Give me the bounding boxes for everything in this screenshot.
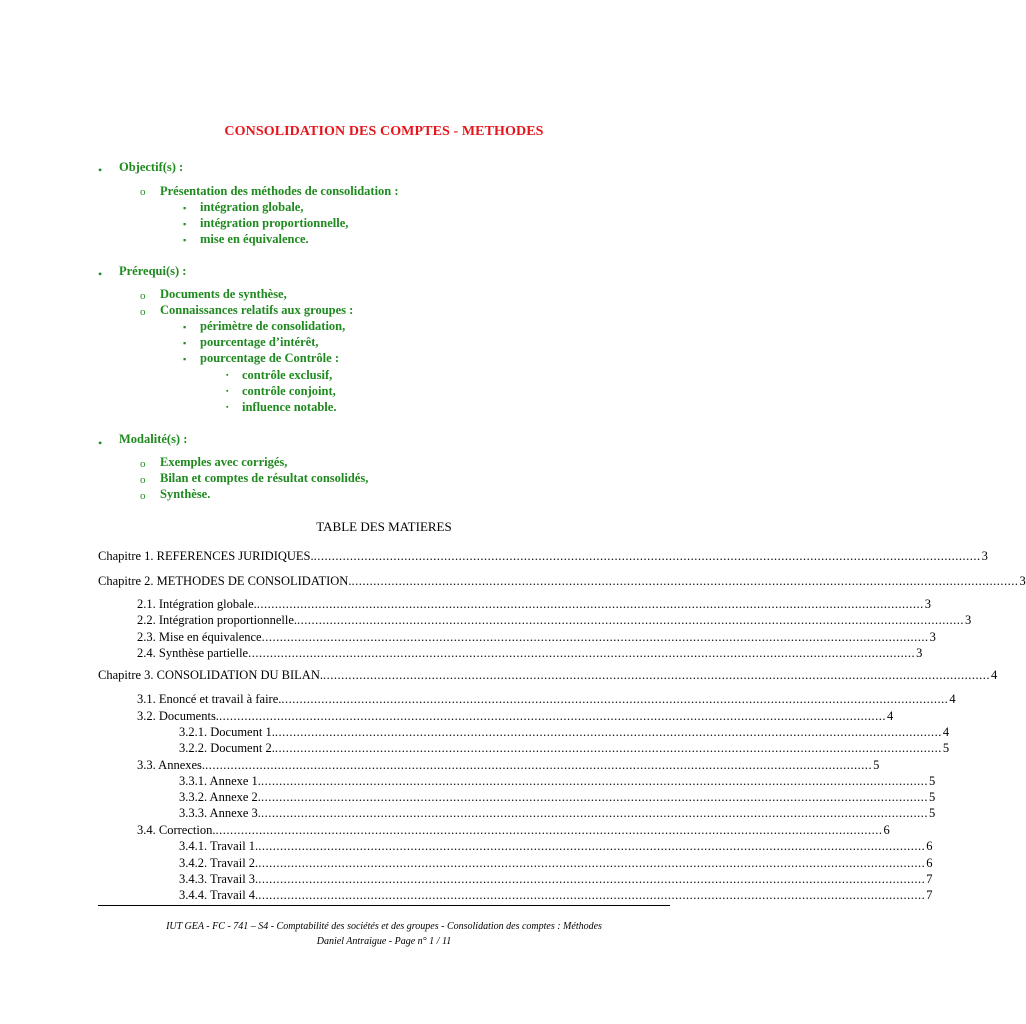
toc-entry-label: 3.4.3. Travail 3. (179, 872, 259, 886)
toc-title: TABLE DES MATIERES (316, 519, 452, 534)
toc-leader: ........................................................................................................................................................................................ (258, 872, 926, 886)
toc-entry[interactable] (179, 741, 950, 756)
toc-entry[interactable] (98, 668, 998, 683)
circle-bullet-icon: o (140, 186, 146, 198)
toc-leader: ........................................................................................................................................................................................ (322, 668, 990, 682)
toc-leader: ........................................................................................................................................................................................ (258, 888, 926, 902)
toc-entry[interactable] (137, 646, 923, 661)
toc-entry-label: 3.3.3. Annexe 3. (179, 806, 261, 820)
small-square-bullet-icon: ▪ (226, 387, 229, 395)
modalites-heading: Modalité(s) : (119, 432, 188, 446)
prerequis-subitem: pourcentage de Contrôle : (200, 351, 339, 365)
toc-leader: ........................................................................................................................................................................................ (205, 758, 873, 772)
toc-entry[interactable] (137, 613, 972, 628)
toc-entry[interactable] (179, 839, 933, 854)
toc-entry-page: 5 (928, 806, 936, 820)
toc-entry-page: 4 (949, 692, 956, 706)
toc-leader: ........................................................................................................................................................................................ (351, 574, 1019, 588)
toc-entry-label: 2.1. Intégration globale. (137, 597, 257, 611)
toc-entry-page: 7 (926, 888, 933, 902)
objectifs-subitem: intégration proportionnelle, (200, 216, 349, 230)
prerequis-subitem: pourcentage d’intérêt, (200, 335, 319, 349)
square-bullet-icon: ▪ (183, 354, 187, 364)
toc-entry-label: 2.2. Intégration proportionnelle. (137, 613, 298, 627)
toc-entry-page: 4 (990, 668, 998, 682)
toc-entry[interactable] (179, 725, 950, 740)
toc-entry-label: 3.2.1. Document 1. (179, 725, 275, 739)
prerequis-item: Connaissances relatifs aux groupes : (160, 303, 354, 317)
toc-entry-label: 3.3.1. Annexe 1. (179, 774, 261, 788)
modalites-item: Bilan et comptes de résultat consolidés, (160, 471, 369, 485)
toc-entry-label: 3.3.2. Annexe 2. (179, 790, 261, 804)
toc-entry[interactable] (179, 790, 936, 805)
toc-entry-page: 3 (965, 613, 972, 627)
circle-bullet-icon: o (140, 458, 146, 470)
toc-entry-label: 3.4.2. Travail 2. (179, 856, 259, 870)
toc-entry-label: 3.2. Documents. (137, 709, 219, 723)
toc-entry-page: 3 (1019, 574, 1026, 588)
bullet-icon: • (98, 436, 103, 450)
objectifs-item: Présentation des méthodes de consolidation : (160, 184, 399, 198)
toc-entry-page: 6 (926, 839, 933, 853)
toc-entry[interactable] (98, 574, 1026, 589)
toc-entry-page: 6 (926, 856, 933, 870)
toc-entry-page: 3 (981, 549, 988, 563)
toc-entry-page: 4 (942, 725, 950, 739)
toc-leader: ........................................................................................................................................................................................ (260, 774, 928, 788)
circle-bullet-icon: o (140, 290, 146, 302)
toc-entry-label: 3.4.1. Travail 1. (179, 839, 259, 853)
toc-entry-page: 3 (929, 630, 936, 644)
toc-leader: ........................................................................................................................................................................................ (274, 725, 942, 739)
toc-leader: ........................................................................................................................................................................................ (256, 597, 924, 611)
toc-entry[interactable] (137, 758, 880, 773)
toc-entry-label: 3.2.2. Document 2. (179, 741, 275, 755)
toc-entry-page: 7 (926, 872, 933, 886)
objectifs-subitem: mise en équivalence. (200, 232, 309, 246)
square-bullet-icon: ▪ (183, 203, 187, 213)
toc-entry-page: 6 (883, 823, 890, 837)
document-title: CONSOLIDATION DES COMPTES - METHODES (224, 124, 544, 139)
toc-leader: ........................................................................................................................................................................................ (248, 646, 916, 660)
toc-leader: ........................................................................................................................................................................................ (274, 741, 942, 755)
bullet-icon: • (98, 267, 103, 281)
circle-bullet-icon: o (140, 306, 146, 318)
toc-entry-label: Chapitre 2. METHODES DE CONSOLIDATION. (98, 574, 352, 588)
square-bullet-icon: ▪ (183, 322, 187, 332)
toc-entry[interactable] (137, 630, 936, 645)
bullet-icon: • (98, 163, 103, 177)
toc-leader: ........................................................................................................................................................................................ (218, 709, 886, 723)
footer-course-line: IUT GEA - FC - 741 – S4 - Comptabilité des sociétés et des groupes - Consolidation des comptes : Méthodes (166, 921, 602, 932)
toc-leader: ........................................................................................................................................................................................ (260, 806, 928, 820)
toc-entry-label: 3.4. Correction. (137, 823, 216, 837)
square-bullet-icon: ▪ (183, 338, 187, 348)
modalites-item: Synthèse. (160, 487, 211, 501)
toc-entry-page: 3 (916, 646, 923, 660)
toc-entry[interactable] (179, 888, 933, 903)
toc-leader: ........................................................................................................................................................................................ (258, 856, 926, 870)
toc-entry-label: 3.3. Annexes. (137, 758, 206, 772)
toc-entry[interactable] (137, 597, 932, 612)
square-bullet-icon: ▪ (183, 219, 187, 229)
toc-entry-page: 5 (928, 790, 936, 804)
toc-entry[interactable] (179, 774, 936, 789)
square-bullet-icon: ▪ (183, 235, 187, 245)
prerequis-subitem: périmètre de consolidation, (200, 319, 346, 333)
prerequis-subsubitem: contrôle exclusif, (242, 368, 333, 382)
toc-entry[interactable] (137, 692, 956, 707)
toc-entry-page: 4 (886, 709, 894, 723)
toc-entry-label: 2.3. Mise en équivalence (137, 630, 262, 644)
toc-entry-label: 2.4. Synthèse partielle (137, 646, 249, 660)
prerequis-subsubitem: contrôle conjoint, (242, 384, 336, 398)
toc-entry[interactable] (179, 872, 933, 887)
circle-bullet-icon: o (140, 490, 146, 502)
toc-entry[interactable] (179, 856, 933, 871)
toc-entry-page: 5 (928, 774, 936, 788)
objectifs-heading: Objectif(s) : (119, 160, 184, 174)
toc-entry-page: 5 (873, 758, 880, 772)
toc-entry[interactable] (137, 823, 890, 838)
toc-entry[interactable] (98, 549, 988, 564)
small-square-bullet-icon: ▪ (226, 371, 229, 379)
toc-entry-label: 3.4.4. Travail 4. (179, 888, 259, 902)
toc-leader: ........................................................................................................................................................................................ (261, 630, 929, 644)
toc-leader: ........................................................................................................................................................................................ (313, 549, 981, 563)
small-square-bullet-icon: ▪ (226, 403, 229, 411)
toc-leader: ........................................................................................................................................................................................ (260, 790, 928, 804)
toc-entry-page: 3 (924, 597, 932, 611)
footer-divider (98, 905, 670, 906)
prerequis-item: Documents de synthèse, (160, 287, 287, 301)
toc-entry-label: 3.1. Enoncé et travail à faire. (137, 692, 282, 706)
prerequis-subsubitem: influence notable. (242, 400, 337, 414)
toc-entry[interactable] (179, 806, 936, 821)
toc-entry-page: 5 (942, 741, 950, 755)
circle-bullet-icon: o (140, 474, 146, 486)
toc-entry-label: Chapitre 3. CONSOLIDATION DU BILAN. (98, 668, 323, 682)
modalites-item: Exemples avec corrigés, (160, 455, 288, 469)
prerequis-heading: Prérequi(s) : (119, 264, 187, 278)
toc-entry[interactable] (137, 709, 894, 724)
toc-leader: ........................................................................................................................................................................................ (258, 839, 926, 853)
toc-entry-label: Chapitre 1. REFERENCES JURIDIQUES. (98, 549, 314, 563)
objectifs-subitem: intégration globale, (200, 200, 304, 214)
toc-leader: ........................................................................................................................................................................................ (281, 692, 949, 706)
toc-leader: ........................................................................................................................................................................................ (215, 823, 883, 837)
toc-leader: ........................................................................................................................................................................................ (297, 613, 965, 627)
footer-page-line: Daniel Antraigue - Page n° 1 / 11 (316, 936, 452, 947)
